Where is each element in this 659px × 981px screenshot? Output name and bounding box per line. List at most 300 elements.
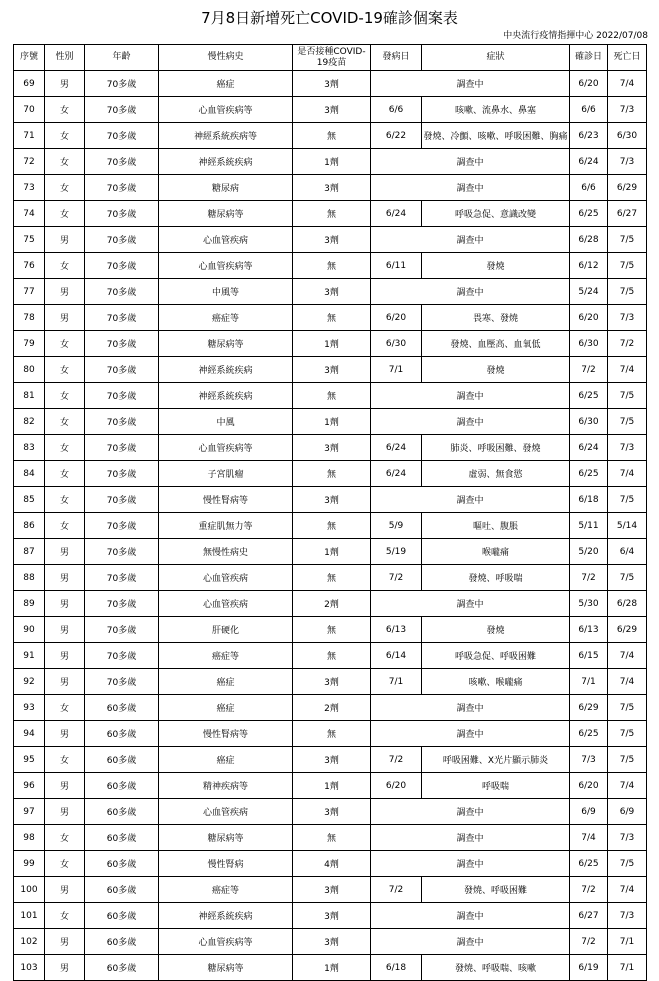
cell-chronic-history: 心血管疾病 [159, 227, 293, 253]
cell-onset-date: 7/2 [371, 877, 422, 903]
cell-sex: 女 [45, 409, 85, 435]
cell-age: 70多歲 [85, 149, 159, 175]
cell-age: 70多歲 [85, 409, 159, 435]
cell-symptoms: 喉嚨痛 [422, 539, 570, 565]
cell-death-date: 7/4 [608, 461, 647, 487]
header-onset-date: 發病日 [371, 45, 422, 71]
cell-serial-no: 102 [14, 929, 45, 955]
cell-serial-no: 88 [14, 565, 45, 591]
cell-vaccinated: 1劑 [293, 955, 371, 981]
cell-age: 60多歲 [85, 799, 159, 825]
cell-vaccinated: 1劑 [293, 149, 371, 175]
cell-serial-no: 101 [14, 903, 45, 929]
cell-vaccinated: 無 [293, 643, 371, 669]
cell-age: 60多歲 [85, 955, 159, 981]
cell-sex: 女 [45, 747, 85, 773]
cell-symptoms: 嘔吐、腹脹 [422, 513, 570, 539]
table-body [14, 71, 647, 981]
cell-sex: 女 [45, 123, 85, 149]
table-row [14, 461, 647, 487]
cell-chronic-history: 精神疾病等 [159, 773, 293, 799]
cell-onset-date: 6/24 [371, 435, 422, 461]
cell-symptoms: 畏寒、發燒 [422, 305, 570, 331]
cell-sex: 女 [45, 903, 85, 929]
cell-sex: 男 [45, 643, 85, 669]
cell-sex: 女 [45, 97, 85, 123]
cell-serial-no: 71 [14, 123, 45, 149]
cell-serial-no: 74 [14, 201, 45, 227]
table-row [14, 409, 647, 435]
cell-age: 70多歲 [85, 227, 159, 253]
table-row [14, 513, 647, 539]
cell-chronic-history: 慢性腎病等 [159, 721, 293, 747]
death-cases-table [13, 44, 647, 981]
cell-serial-no: 72 [14, 149, 45, 175]
cell-age: 70多歲 [85, 97, 159, 123]
cell-sex: 男 [45, 279, 85, 305]
cell-chronic-history: 神經系統疾病 [159, 149, 293, 175]
cell-vaccinated: 3劑 [293, 669, 371, 695]
cell-confirmed-date: 6/6 [570, 175, 608, 201]
cell-serial-no: 100 [14, 877, 45, 903]
cell-chronic-history: 糖尿病等 [159, 825, 293, 851]
cell-symptoms: 發燒、血壓高、血氧低 [422, 331, 570, 357]
cell-sex: 女 [45, 825, 85, 851]
cell-age: 70多歲 [85, 201, 159, 227]
table-row [14, 851, 647, 877]
cell-sex: 女 [45, 383, 85, 409]
cell-symptoms: 發燒 [422, 357, 570, 383]
cell-chronic-history: 癌症 [159, 669, 293, 695]
cell-symptoms: 調查中 [371, 929, 570, 955]
cell-death-date: 7/3 [608, 97, 647, 123]
cell-serial-no: 94 [14, 721, 45, 747]
cell-symptoms: 肺炎、呼吸困難、發燒 [422, 435, 570, 461]
page-title: 7月8日新增死亡COVID-19確診個案表 [201, 9, 458, 27]
cell-symptoms: 咳嗽、喉嚨痛 [422, 669, 570, 695]
cell-confirmed-date: 6/27 [570, 903, 608, 929]
cell-sex: 女 [45, 331, 85, 357]
cell-vaccinated: 1劑 [293, 773, 371, 799]
cell-symptoms: 調查中 [371, 149, 570, 175]
cell-death-date: 7/4 [608, 773, 647, 799]
cell-death-date: 5/14 [608, 513, 647, 539]
cell-confirmed-date: 6/15 [570, 643, 608, 669]
cell-chronic-history: 心血管疾病 [159, 565, 293, 591]
cell-age: 60多歲 [85, 773, 159, 799]
cell-serial-no: 96 [14, 773, 45, 799]
cell-sex: 女 [45, 851, 85, 877]
cell-chronic-history: 無慢性病史 [159, 539, 293, 565]
cell-chronic-history: 中風 [159, 409, 293, 435]
cell-death-date: 7/5 [608, 695, 647, 721]
cell-symptoms: 咳嗽、流鼻水、鼻塞 [422, 97, 570, 123]
cell-symptoms: 調查中 [371, 903, 570, 929]
cell-age: 60多歲 [85, 877, 159, 903]
table-row [14, 695, 647, 721]
table-row [14, 201, 647, 227]
cell-confirmed-date: 6/25 [570, 851, 608, 877]
cell-confirmed-date: 6/20 [570, 305, 608, 331]
cell-sex: 男 [45, 773, 85, 799]
table-row [14, 539, 647, 565]
cell-sex: 男 [45, 669, 85, 695]
cell-serial-no: 77 [14, 279, 45, 305]
cell-death-date: 6/4 [608, 539, 647, 565]
cell-onset-date: 7/2 [371, 565, 422, 591]
cell-confirmed-date: 7/2 [570, 565, 608, 591]
cell-confirmed-date: 6/25 [570, 721, 608, 747]
cell-serial-no: 75 [14, 227, 45, 253]
cell-vaccinated: 3劑 [293, 903, 371, 929]
cell-confirmed-date: 7/2 [570, 877, 608, 903]
cell-death-date: 6/9 [608, 799, 647, 825]
cell-death-date: 7/5 [608, 747, 647, 773]
cell-confirmed-date: 6/9 [570, 799, 608, 825]
cell-confirmed-date: 5/11 [570, 513, 608, 539]
cell-death-date: 7/5 [608, 253, 647, 279]
cell-symptoms: 調查中 [371, 825, 570, 851]
cell-serial-no: 70 [14, 97, 45, 123]
cell-confirmed-date: 6/6 [570, 97, 608, 123]
header-confirmed-date: 確診日 [570, 45, 608, 71]
table-row [14, 747, 647, 773]
cell-serial-no: 79 [14, 331, 45, 357]
cell-age: 70多歲 [85, 279, 159, 305]
cell-onset-date: 6/6 [371, 97, 422, 123]
table-row [14, 721, 647, 747]
cell-chronic-history: 慢性腎病等 [159, 487, 293, 513]
cell-sex: 男 [45, 591, 85, 617]
cell-symptoms: 發燒、呼吸喘 [422, 565, 570, 591]
cell-symptoms: 虛弱、無食慾 [422, 461, 570, 487]
cell-onset-date: 6/13 [371, 617, 422, 643]
cell-death-date: 7/1 [608, 955, 647, 981]
cell-age: 70多歲 [85, 123, 159, 149]
cell-symptoms: 調查中 [371, 409, 570, 435]
cell-onset-date: 5/19 [371, 539, 422, 565]
cell-sex: 男 [45, 71, 85, 97]
cell-vaccinated: 3劑 [293, 227, 371, 253]
cell-vaccinated: 3劑 [293, 877, 371, 903]
cell-vaccinated: 1劑 [293, 539, 371, 565]
cell-age: 70多歲 [85, 669, 159, 695]
cell-death-date: 7/4 [608, 71, 647, 97]
cell-confirmed-date: 5/30 [570, 591, 608, 617]
cell-symptoms: 調查中 [371, 799, 570, 825]
cell-chronic-history: 心血管疾病等 [159, 435, 293, 461]
cell-sex: 男 [45, 799, 85, 825]
cell-confirmed-date: 6/18 [570, 487, 608, 513]
cell-death-date: 7/3 [608, 825, 647, 851]
cell-death-date: 7/2 [608, 331, 647, 357]
cell-symptoms: 呼吸急促、呼吸困難 [422, 643, 570, 669]
cell-sex: 女 [45, 201, 85, 227]
cell-vaccinated: 無 [293, 617, 371, 643]
cell-chronic-history: 心血管疾病等 [159, 253, 293, 279]
cell-chronic-history: 糖尿病等 [159, 955, 293, 981]
cell-onset-date: 6/20 [371, 305, 422, 331]
cell-sex: 女 [45, 461, 85, 487]
cell-symptoms: 發燒、呼吸喘、咳嗽 [422, 955, 570, 981]
cell-vaccinated: 1劑 [293, 409, 371, 435]
table-row [14, 71, 647, 97]
table-row [14, 643, 647, 669]
cell-chronic-history: 癌症等 [159, 305, 293, 331]
cell-serial-no: 89 [14, 591, 45, 617]
cell-death-date: 7/5 [608, 721, 647, 747]
cell-confirmed-date: 6/24 [570, 149, 608, 175]
cell-death-date: 7/5 [608, 565, 647, 591]
cell-serial-no: 76 [14, 253, 45, 279]
cell-serial-no: 81 [14, 383, 45, 409]
cell-confirmed-date: 6/25 [570, 383, 608, 409]
cell-onset-date: 7/2 [371, 747, 422, 773]
cell-confirmed-date: 6/19 [570, 955, 608, 981]
cell-confirmed-date: 6/29 [570, 695, 608, 721]
table-row [14, 565, 647, 591]
cell-vaccinated: 無 [293, 513, 371, 539]
cell-vaccinated: 無 [293, 825, 371, 851]
header-chronic-history: 慢性病史 [159, 45, 293, 71]
cell-vaccinated: 4劑 [293, 851, 371, 877]
cell-vaccinated: 無 [293, 383, 371, 409]
cell-sex: 女 [45, 175, 85, 201]
cell-serial-no: 103 [14, 955, 45, 981]
cell-serial-no: 98 [14, 825, 45, 851]
cell-vaccinated: 無 [293, 565, 371, 591]
cell-confirmed-date: 7/2 [570, 357, 608, 383]
cell-sex: 女 [45, 435, 85, 461]
cell-sex: 男 [45, 565, 85, 591]
table-row [14, 357, 647, 383]
cell-chronic-history: 重症肌無力等 [159, 513, 293, 539]
table-row [14, 227, 647, 253]
cell-chronic-history: 心血管疾病等 [159, 929, 293, 955]
cell-death-date: 7/5 [608, 383, 647, 409]
cell-confirmed-date: 6/30 [570, 409, 608, 435]
cell-chronic-history: 神經系統疾病 [159, 357, 293, 383]
issuer-date: 中央流行疫情指揮中心 2022/07/08 [503, 31, 648, 41]
cell-sex: 女 [45, 487, 85, 513]
table-row [14, 955, 647, 981]
cell-age: 60多歲 [85, 695, 159, 721]
cell-serial-no: 86 [14, 513, 45, 539]
cell-vaccinated: 無 [293, 721, 371, 747]
cell-confirmed-date: 7/2 [570, 929, 608, 955]
cell-confirmed-date: 6/24 [570, 435, 608, 461]
cell-symptoms: 發燒、呼吸困難 [422, 877, 570, 903]
cell-symptoms: 調查中 [371, 227, 570, 253]
cell-vaccinated: 3劑 [293, 435, 371, 461]
cell-chronic-history: 心血管疾病 [159, 799, 293, 825]
table-row [14, 383, 647, 409]
table-row [14, 617, 647, 643]
cell-chronic-history: 癌症 [159, 747, 293, 773]
cell-age: 60多歲 [85, 851, 159, 877]
cell-chronic-history: 癌症等 [159, 643, 293, 669]
cell-serial-no: 91 [14, 643, 45, 669]
cell-age: 60多歲 [85, 721, 159, 747]
cell-death-date: 7/3 [608, 305, 647, 331]
cell-vaccinated: 3劑 [293, 487, 371, 513]
cell-confirmed-date: 6/23 [570, 123, 608, 149]
cell-confirmed-date: 6/25 [570, 461, 608, 487]
cell-symptoms: 調查中 [371, 279, 570, 305]
cell-sex: 女 [45, 357, 85, 383]
cell-symptoms: 呼吸喘 [422, 773, 570, 799]
cell-vaccinated: 3劑 [293, 279, 371, 305]
cell-vaccinated: 無 [293, 253, 371, 279]
table-row [14, 149, 647, 175]
cell-sex: 男 [45, 877, 85, 903]
table-row [14, 97, 647, 123]
cell-sex: 男 [45, 955, 85, 981]
cell-age: 70多歲 [85, 539, 159, 565]
table-row [14, 825, 647, 851]
header-age: 年齡 [85, 45, 159, 71]
table-row [14, 773, 647, 799]
cell-sex: 男 [45, 227, 85, 253]
cell-vaccinated: 3劑 [293, 357, 371, 383]
cell-confirmed-date: 5/20 [570, 539, 608, 565]
cell-chronic-history: 糖尿病 [159, 175, 293, 201]
cell-death-date: 7/5 [608, 279, 647, 305]
table-row [14, 929, 647, 955]
cell-age: 70多歲 [85, 305, 159, 331]
cell-death-date: 6/30 [608, 123, 647, 149]
cell-vaccinated: 無 [293, 123, 371, 149]
cell-onset-date: 6/24 [371, 201, 422, 227]
cell-age: 70多歲 [85, 565, 159, 591]
cell-symptoms: 發燒、冷顫、咳嗽、呼吸困難、胸痛 [422, 123, 570, 149]
cell-serial-no: 84 [14, 461, 45, 487]
cell-chronic-history: 癌症 [159, 71, 293, 97]
cell-confirmed-date: 7/3 [570, 747, 608, 773]
cell-chronic-history: 中風等 [159, 279, 293, 305]
cell-symptoms: 調查中 [371, 71, 570, 97]
cell-chronic-history: 神經系統疾病 [159, 383, 293, 409]
cell-onset-date: 5/9 [371, 513, 422, 539]
cell-sex: 男 [45, 721, 85, 747]
cell-sex: 男 [45, 539, 85, 565]
cell-symptoms: 調查中 [371, 721, 570, 747]
cell-vaccinated: 無 [293, 305, 371, 331]
cell-death-date: 7/4 [608, 357, 647, 383]
cell-onset-date: 7/1 [371, 357, 422, 383]
cell-vaccinated: 2劑 [293, 695, 371, 721]
cell-death-date: 6/27 [608, 201, 647, 227]
table-row [14, 903, 647, 929]
cell-serial-no: 85 [14, 487, 45, 513]
cell-sex: 男 [45, 617, 85, 643]
header-vaccinated: 是否接種COVID-19疫苗 [293, 45, 371, 71]
cell-symptoms: 調查中 [371, 695, 570, 721]
cell-onset-date: 6/22 [371, 123, 422, 149]
cell-death-date: 7/5 [608, 851, 647, 877]
table-row [14, 487, 647, 513]
cell-onset-date: 6/11 [371, 253, 422, 279]
cell-chronic-history: 癌症 [159, 695, 293, 721]
cell-age: 70多歲 [85, 461, 159, 487]
cell-age: 70多歲 [85, 383, 159, 409]
cell-vaccinated: 3劑 [293, 97, 371, 123]
cell-serial-no: 83 [14, 435, 45, 461]
cell-vaccinated: 無 [293, 201, 371, 227]
cell-vaccinated: 2劑 [293, 591, 371, 617]
header-serial-no: 序號 [14, 45, 45, 71]
table-row [14, 305, 647, 331]
cell-chronic-history: 肝硬化 [159, 617, 293, 643]
table-row [14, 799, 647, 825]
cell-symptoms: 發燒 [422, 253, 570, 279]
cell-chronic-history: 糖尿病等 [159, 201, 293, 227]
table-row [14, 123, 647, 149]
table-row [14, 279, 647, 305]
cell-onset-date: 6/30 [371, 331, 422, 357]
table-row [14, 331, 647, 357]
cell-chronic-history: 癌症等 [159, 877, 293, 903]
cell-age: 70多歲 [85, 591, 159, 617]
cell-age: 70多歲 [85, 487, 159, 513]
cell-serial-no: 80 [14, 357, 45, 383]
cell-onset-date: 6/18 [371, 955, 422, 981]
cell-symptoms: 發燒 [422, 617, 570, 643]
cell-symptoms: 調查中 [371, 175, 570, 201]
table-row [14, 253, 647, 279]
cell-confirmed-date: 6/30 [570, 331, 608, 357]
cell-age: 60多歲 [85, 929, 159, 955]
cell-sex: 女 [45, 149, 85, 175]
cell-serial-no: 78 [14, 305, 45, 331]
cell-chronic-history: 糖尿病等 [159, 331, 293, 357]
cell-vaccinated: 3劑 [293, 175, 371, 201]
cell-serial-no: 90 [14, 617, 45, 643]
cell-sex: 女 [45, 513, 85, 539]
cell-confirmed-date: 5/24 [570, 279, 608, 305]
cell-death-date: 7/5 [608, 487, 647, 513]
cell-chronic-history: 慢性腎病 [159, 851, 293, 877]
cell-death-date: 6/29 [608, 175, 647, 201]
cell-age: 60多歲 [85, 747, 159, 773]
cell-sex: 男 [45, 305, 85, 331]
cell-death-date: 7/3 [608, 435, 647, 461]
cell-confirmed-date: 7/1 [570, 669, 608, 695]
cell-age: 70多歲 [85, 643, 159, 669]
cell-sex: 女 [45, 695, 85, 721]
cell-death-date: 7/4 [608, 877, 647, 903]
cell-serial-no: 92 [14, 669, 45, 695]
cell-serial-no: 69 [14, 71, 45, 97]
cell-symptoms: 調查中 [371, 383, 570, 409]
cell-age: 70多歲 [85, 71, 159, 97]
table-row [14, 175, 647, 201]
table-row [14, 669, 647, 695]
table-header-row [14, 45, 647, 71]
cell-serial-no: 82 [14, 409, 45, 435]
cell-confirmed-date: 6/12 [570, 253, 608, 279]
cell-sex: 男 [45, 929, 85, 955]
cell-age: 70多歲 [85, 253, 159, 279]
cell-symptoms: 調查中 [371, 591, 570, 617]
header-sex: 性別 [45, 45, 85, 71]
cell-vaccinated: 3劑 [293, 799, 371, 825]
cell-vaccinated: 1劑 [293, 331, 371, 357]
cell-age: 70多歲 [85, 617, 159, 643]
table-row [14, 591, 647, 617]
table-row [14, 877, 647, 903]
cell-serial-no: 87 [14, 539, 45, 565]
